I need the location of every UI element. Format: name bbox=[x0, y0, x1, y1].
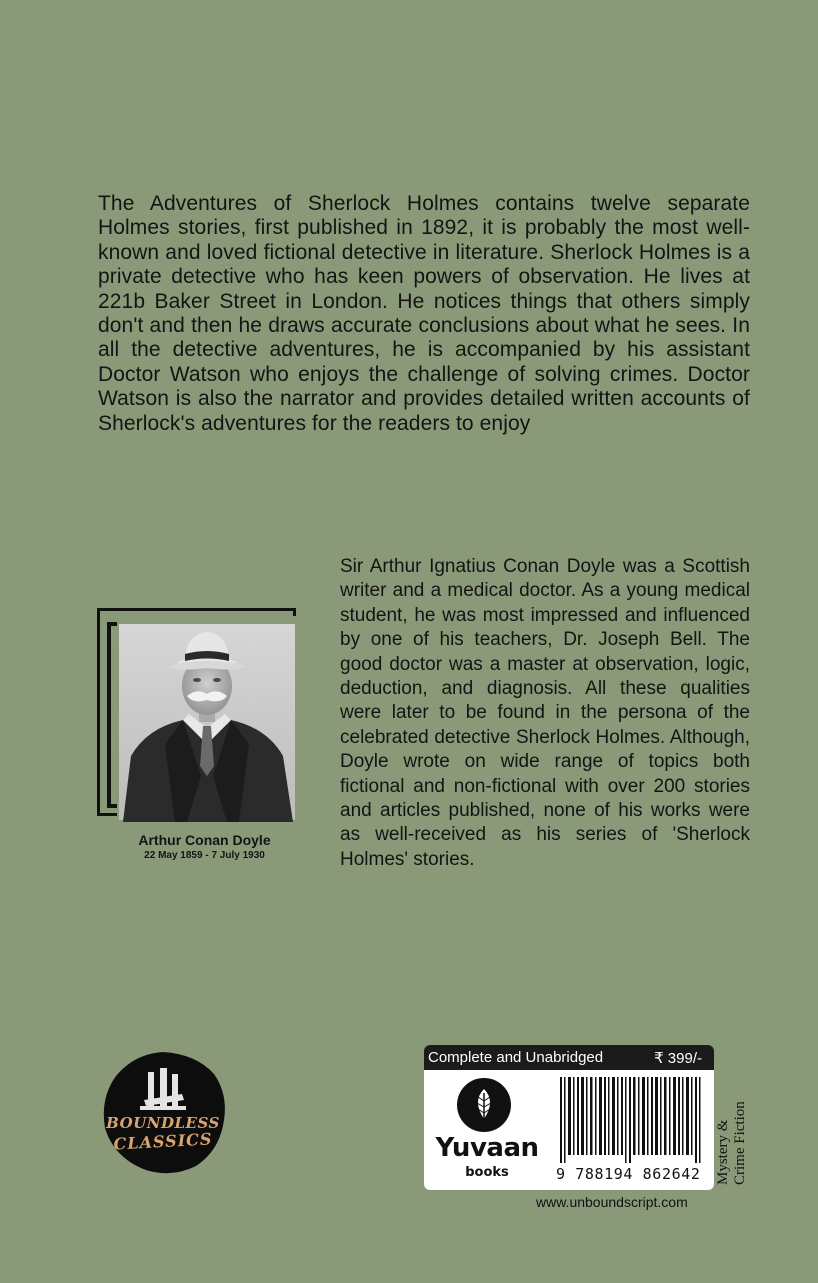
genre-label bbox=[715, 1075, 749, 1185]
isbn-number: 9 788194 862642 bbox=[556, 1165, 701, 1183]
barcode-panel bbox=[424, 1045, 714, 1190]
author-dates-caption: 22 May 1859 - 7 July 1930 bbox=[144, 850, 265, 861]
author-portrait bbox=[97, 608, 302, 823]
author-bio: Sir Arthur Ignatius Conan Doyle was a Scottish writer and a medical doctor. As a young medical student, he was most impressed and influenced by one of his teachers, Dr. Joseph Bell. The good doctor was a master at observation, logic, deduction, and diagnosis. All these qualities were later to be found in the persona of the celebrated detective Sherlock Holmes. Although, Doyle wrote on wide range of topics both fictional and non-fictional with over 200 stories and articles published, none of his works were as well-received as his series of 'Sherlock Holmes' stories. bbox=[340, 556, 750, 870]
leaf-icon bbox=[456, 1077, 512, 1133]
price-label: ₹ 399/- bbox=[654, 1050, 702, 1067]
publisher-name: Yuvaan bbox=[435, 1133, 539, 1163]
genre-line-2: Crime Fiction bbox=[732, 1101, 748, 1185]
book-blurb: The Adventures of Sherlock Holmes contains twelve separate Holmes stories, first published in 1892, it is probably the most well-known and loved fictional detective in literature. Sherlock Holmes is a private detective who has keen powers of observation. He lives at 221b Baker Street in London. He notices things that others simply don't and then he draws accurate conclusions about what he sees. In all the detective adventures, he is accompanied by his assistant Doctor Watson who enjoys the challenge of solving crimes. Doctor Watson is also the narrator and provides detailed written accounts of Sherlock's adventures for the readers to enjoy bbox=[98, 192, 750, 435]
barcode-bars bbox=[558, 1077, 708, 1163]
genre-line-1: Mystery & bbox=[715, 1119, 731, 1185]
edition-label: Complete and Unabridged bbox=[428, 1049, 604, 1066]
publisher-subtitle: books bbox=[465, 1165, 509, 1180]
logo-text-boundless: BOUNDLESS bbox=[106, 1114, 220, 1132]
boundless-classics-logo bbox=[100, 1050, 226, 1176]
author-name-caption: Arthur Conan Doyle bbox=[138, 832, 271, 848]
publisher-website: www.unboundscript.com bbox=[536, 1194, 688, 1210]
author-photo bbox=[117, 616, 297, 822]
barcode-header bbox=[424, 1045, 714, 1070]
logo-text-classics: CLASSICS bbox=[113, 1129, 213, 1154]
